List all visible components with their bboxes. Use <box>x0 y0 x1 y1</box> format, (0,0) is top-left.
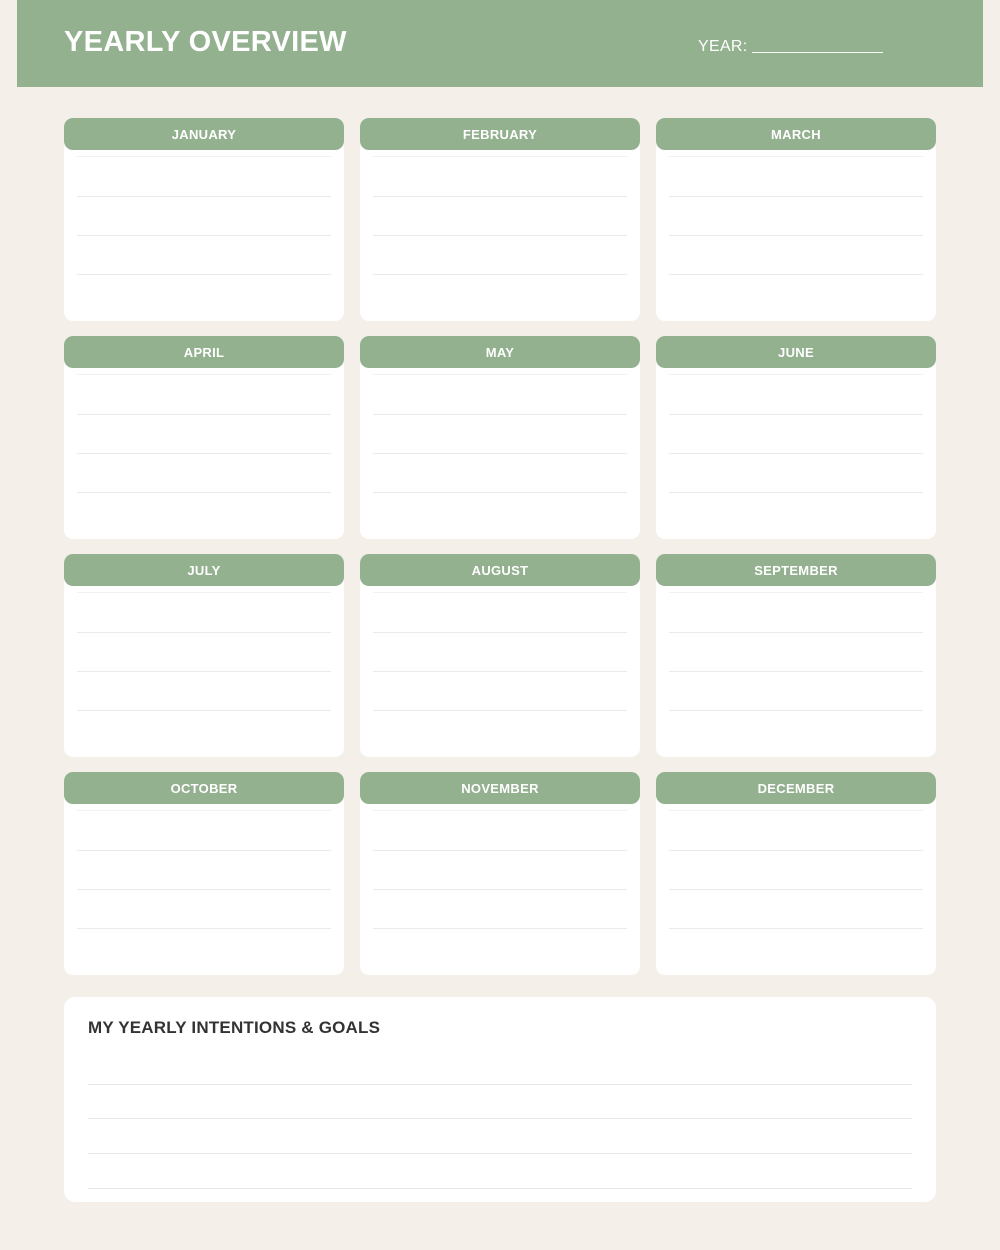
writing-line <box>373 374 627 375</box>
month-card-march[interactable] <box>656 118 936 321</box>
writing-line <box>669 928 923 929</box>
writing-line <box>373 453 627 454</box>
writing-line <box>77 710 331 711</box>
writing-line <box>77 414 331 415</box>
writing-line <box>77 196 331 197</box>
year-blank-line[interactable] <box>752 52 883 53</box>
month-header <box>360 554 640 586</box>
goals-section[interactable] <box>64 997 936 1202</box>
month-name: DECEMBER <box>757 780 835 796</box>
writing-line <box>373 671 627 672</box>
month-name: SEPTEMBER <box>754 562 838 578</box>
writing-line <box>669 710 923 711</box>
writing-line <box>373 810 627 811</box>
month-header <box>64 772 344 804</box>
writing-line <box>77 492 331 493</box>
month-card-january[interactable] <box>64 118 344 321</box>
writing-line <box>669 492 923 493</box>
month-name: JULY <box>187 562 221 578</box>
writing-line <box>77 156 331 157</box>
month-card-december[interactable] <box>656 772 936 975</box>
writing-line <box>77 671 331 672</box>
month-card-june[interactable] <box>656 336 936 539</box>
month-name: FEBRUARY <box>462 126 538 142</box>
month-card-november[interactable] <box>360 772 640 975</box>
writing-line <box>669 414 923 415</box>
writing-line <box>373 274 627 275</box>
month-name: JANUARY <box>171 126 237 142</box>
month-name: MARCH <box>771 126 821 142</box>
writing-line <box>669 374 923 375</box>
month-header <box>360 772 640 804</box>
writing-line <box>669 850 923 851</box>
writing-line <box>669 671 923 672</box>
writing-line <box>669 810 923 811</box>
month-card-july[interactable] <box>64 554 344 757</box>
month-name: AUGUST <box>471 562 529 578</box>
writing-line <box>373 592 627 593</box>
writing-line <box>669 889 923 890</box>
month-header <box>360 336 640 368</box>
writing-line <box>373 928 627 929</box>
month-name: MAY <box>485 344 515 360</box>
month-header <box>64 554 344 586</box>
writing-line <box>373 235 627 236</box>
writing-line <box>669 592 923 593</box>
writing-line <box>373 889 627 890</box>
writing-line <box>88 1084 912 1085</box>
writing-line <box>88 1188 912 1189</box>
writing-line <box>77 274 331 275</box>
writing-line <box>77 810 331 811</box>
month-header <box>656 554 936 586</box>
month-name: OCTOBER <box>170 780 238 796</box>
writing-line <box>77 632 331 633</box>
month-card-august[interactable] <box>360 554 640 757</box>
month-header <box>656 118 936 150</box>
writing-line <box>669 156 923 157</box>
writing-line <box>669 196 923 197</box>
month-header <box>656 336 936 368</box>
page-header <box>17 0 983 87</box>
writing-line <box>77 592 331 593</box>
month-name: APRIL <box>183 344 225 360</box>
goals-title: MY YEARLY INTENTIONS & GOALS <box>88 1018 381 1037</box>
month-card-september[interactable] <box>656 554 936 757</box>
writing-line <box>77 453 331 454</box>
month-card-may[interactable] <box>360 336 640 539</box>
page-title: YEARLY OVERVIEW <box>64 26 347 58</box>
year-label: YEAR: <box>698 38 748 55</box>
writing-line <box>373 196 627 197</box>
writing-line <box>669 453 923 454</box>
writing-line <box>77 235 331 236</box>
writing-line <box>373 156 627 157</box>
writing-line <box>77 889 331 890</box>
month-header <box>64 336 344 368</box>
month-name: JUNE <box>778 344 814 360</box>
month-header <box>656 772 936 804</box>
writing-line <box>373 492 627 493</box>
writing-line <box>373 632 627 633</box>
writing-line <box>373 414 627 415</box>
month-name: NOVEMBER <box>461 780 539 796</box>
writing-line <box>77 928 331 929</box>
month-card-april[interactable] <box>64 336 344 539</box>
writing-line <box>77 374 331 375</box>
writing-line <box>88 1153 912 1154</box>
writing-line <box>669 632 923 633</box>
month-header <box>360 118 640 150</box>
writing-line <box>77 850 331 851</box>
writing-line <box>88 1118 912 1119</box>
month-card-february[interactable] <box>360 118 640 321</box>
writing-line <box>669 235 923 236</box>
months-grid <box>64 118 936 975</box>
month-header <box>64 118 344 150</box>
month-card-october[interactable] <box>64 772 344 975</box>
writing-line <box>373 850 627 851</box>
year-field[interactable] <box>698 38 883 56</box>
writing-line <box>373 710 627 711</box>
writing-line <box>669 274 923 275</box>
